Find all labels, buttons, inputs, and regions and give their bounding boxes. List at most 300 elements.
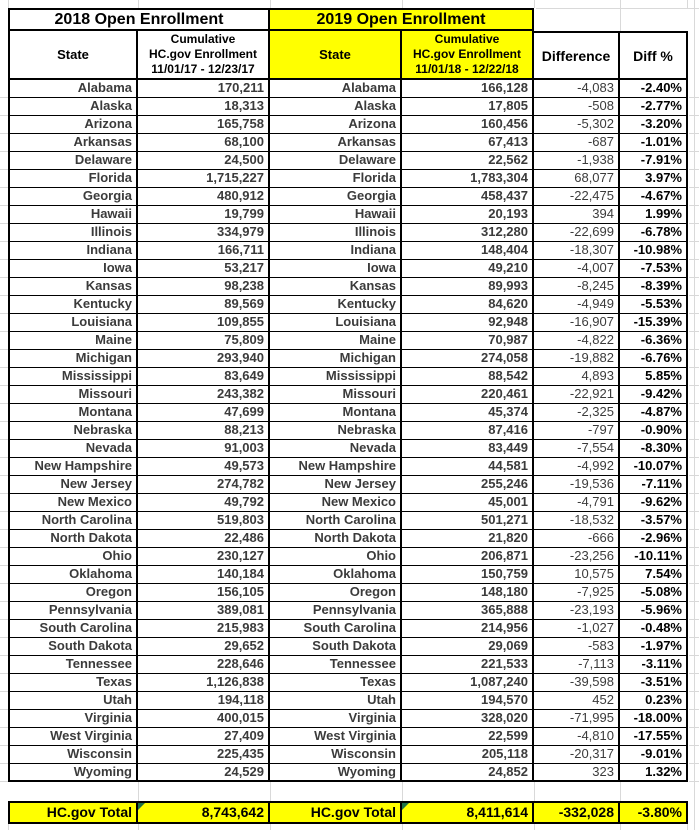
cell-difference[interactable]: -1,938 [534,152,620,170]
cell-difference[interactable]: -22,699 [534,224,620,242]
cell-state-2019[interactable]: New Hampshire [270,458,402,476]
cell-state-2018[interactable]: New Jersey [8,476,138,494]
cell-diff-pct[interactable]: -3.11% [620,656,688,674]
header-cumulative-2019-line2: HC.gov Enrollment [412,47,521,61]
table-row [8,692,688,710]
cell-enrollment-2019[interactable]: 45,001 [402,494,534,512]
cell-diff-pct[interactable]: -10.11% [620,548,688,566]
cell-difference[interactable]: -39,598 [534,674,620,692]
cell-difference[interactable]: -18,532 [534,512,620,530]
cell-state-2019[interactable]: Hawaii [270,206,402,224]
cell-diff-pct[interactable]: -15.39% [620,314,688,332]
cell-state-2019[interactable]: Virginia [270,710,402,728]
cell-state-2018[interactable]: Montana [8,404,138,422]
sheet-gridline [620,782,621,801]
cell-state-2019[interactable]: Ohio [270,548,402,566]
cell-enrollment-2018[interactable]: 228,646 [138,656,270,674]
cell-enrollment-2019[interactable]: 1,783,304 [402,170,534,188]
cell-enrollment-2019[interactable]: 312,280 [402,224,534,242]
cell-enrollment-2018[interactable]: 18,313 [138,98,270,116]
cell-state-2018[interactable]: Kansas [8,278,138,296]
cell-state-2019[interactable]: South Dakota [270,638,402,656]
cell-enrollment-2018[interactable]: 1,715,227 [138,170,270,188]
sheet-gridline [402,782,403,801]
cell-state-2019[interactable]: Florida [270,170,402,188]
cell-enrollment-2019[interactable]: 29,069 [402,638,534,656]
cell-enrollment-2019[interactable]: 1,087,240 [402,674,534,692]
cell-state-2018[interactable]: Alabama [8,80,138,98]
cell-diff-pct[interactable]: -5.53% [620,296,688,314]
cell-enrollment-2018[interactable]: 47,699 [138,404,270,422]
cell-enrollment-2018[interactable]: 230,127 [138,548,270,566]
cell-enrollment-2019[interactable]: 89,993 [402,278,534,296]
cell-diff-pct[interactable]: -9.01% [620,746,688,764]
sheet-gridline [8,0,9,8]
cell-state-2018[interactable]: Hawaii [8,206,138,224]
cell-enrollment-2019[interactable]: 87,416 [402,422,534,440]
sheet-gridline [138,782,139,801]
cell-enrollment-2018[interactable]: 400,015 [138,710,270,728]
header-state-2019-label: State [319,47,351,62]
cell-difference[interactable]: -22,921 [534,386,620,404]
cell-difference[interactable]: -4,007 [534,260,620,278]
cell-state-2018[interactable]: Wyoming [8,764,138,782]
sheet-gridline [138,0,139,8]
cell-enrollment-2018[interactable]: 165,758 [138,116,270,134]
header-row [8,31,688,80]
cell-state-2018[interactable]: Wisconsin [8,746,138,764]
cell-state-2018[interactable]: Alaska [8,98,138,116]
totals-row [8,801,688,824]
cell-state-2019[interactable]: South Carolina [270,620,402,638]
cell-state-2018[interactable]: Florida [8,170,138,188]
cell-diff-pct[interactable]: -6.76% [620,350,688,368]
cell-enrollment-2018[interactable]: 389,081 [138,602,270,620]
cell-enrollment-2019[interactable]: 148,180 [402,584,534,602]
total-label-2019[interactable]: HC.gov Total [270,801,402,824]
cell-state-2019[interactable]: Tennessee [270,656,402,674]
cell-diff-pct[interactable]: 7.54% [620,566,688,584]
title-2019-open-enrollment[interactable]: 2019 Open Enrollment [270,8,534,31]
table-row [8,602,688,620]
cell-state-2019[interactable]: Wyoming [270,764,402,782]
cell-enrollment-2019[interactable]: 84,620 [402,296,534,314]
cell-enrollment-2018[interactable]: 194,118 [138,692,270,710]
cell-diff-pct[interactable]: -7.91% [620,152,688,170]
cell-state-2019[interactable]: Alaska [270,98,402,116]
cell-state-2018[interactable]: New Hampshire [8,458,138,476]
cell-difference[interactable]: 452 [534,692,620,710]
cell-state-2018[interactable]: Kentucky [8,296,138,314]
header-cumulative-2019-line1: Cumulative [434,32,500,46]
cell-difference[interactable]: -4,822 [534,332,620,350]
cell-state-2019[interactable]: Mississippi [270,368,402,386]
cell-state-2018[interactable]: Ohio [8,548,138,566]
sheet-gridline [687,824,688,830]
cell-difference[interactable]: -20,317 [534,746,620,764]
cell-state-2019[interactable]: Nebraska [270,422,402,440]
table-row [8,584,688,602]
cell-state-2019[interactable]: North Dakota [270,530,402,548]
cell-enrollment-2019[interactable]: 220,461 [402,386,534,404]
cell-state-2019[interactable]: Wisconsin [270,746,402,764]
cell-diff-pct[interactable]: 5.85% [620,368,688,386]
cell-state-2018[interactable]: North Dakota [8,530,138,548]
cell-difference[interactable]: -4,992 [534,458,620,476]
cell-diff-pct[interactable]: -10.07% [620,458,688,476]
cell-enrollment-2018[interactable]: 98,238 [138,278,270,296]
cell-enrollment-2018[interactable]: 140,184 [138,566,270,584]
cell-diff-pct[interactable]: -8.39% [620,278,688,296]
cell-difference[interactable]: -666 [534,530,620,548]
header-state-2018[interactable] [8,31,138,80]
cell-enrollment-2019[interactable]: 92,948 [402,314,534,332]
cell-enrollment-2018[interactable]: 519,803 [138,512,270,530]
cell-state-2018[interactable]: Delaware [8,152,138,170]
cell-diff-pct[interactable]: -0.48% [620,620,688,638]
cell-state-2018[interactable]: Mississippi [8,368,138,386]
total-enrollment-2019[interactable] [402,801,534,824]
total-diff-pct[interactable]: -3.80% [620,801,688,824]
title-row [8,8,688,31]
cell-state-2019[interactable]: Arizona [270,116,402,134]
cell-enrollment-2018[interactable]: 83,649 [138,368,270,386]
cell-state-2019[interactable]: Pennsylvania [270,602,402,620]
cell-state-2018[interactable]: South Dakota [8,638,138,656]
cell-enrollment-2019[interactable]: 194,570 [402,692,534,710]
cell-enrollment-2019[interactable]: 328,020 [402,710,534,728]
cell-enrollment-2018[interactable]: 24,529 [138,764,270,782]
cell-enrollment-2019[interactable]: 24,852 [402,764,534,782]
table-row [8,620,688,638]
header-state-2019[interactable] [270,31,402,80]
cell-enrollment-2019[interactable]: 44,581 [402,458,534,476]
sheet-gridline [689,80,699,783]
cell-difference[interactable]: 323 [534,764,620,782]
cell-difference[interactable]: -23,193 [534,602,620,620]
cell-enrollment-2019[interactable]: 67,413 [402,134,534,152]
cell-diff-pct[interactable]: 0.23% [620,692,688,710]
cell-difference[interactable]: -583 [534,638,620,656]
cell-state-2019[interactable]: Kansas [270,278,402,296]
cell-state-2019[interactable]: Alabama [270,80,402,98]
cell-diff-pct[interactable]: -2.96% [620,530,688,548]
cell-enrollment-2018[interactable]: 274,782 [138,476,270,494]
header-cumulative-2018-line3: 11/01/17 - 12/23/17 [151,62,255,76]
cell-difference[interactable]: -5,302 [534,116,620,134]
cell-diff-pct[interactable]: -17.55% [620,728,688,746]
cell-enrollment-2019[interactable]: 22,562 [402,152,534,170]
cell-diff-pct[interactable]: -0.90% [620,422,688,440]
title-2018-open-enrollment[interactable]: 2018 Open Enrollment [8,8,270,31]
table-row [8,674,688,692]
cell-difference[interactable]: 68,077 [534,170,620,188]
cell-difference[interactable]: -7,925 [534,584,620,602]
cell-enrollment-2018[interactable]: 91,003 [138,440,270,458]
cell-enrollment-2018[interactable]: 109,855 [138,314,270,332]
cell-enrollment-2018[interactable]: 293,940 [138,350,270,368]
cell-difference[interactable]: -23,256 [534,548,620,566]
table-row [8,386,688,404]
cell-enrollment-2019[interactable]: 20,193 [402,206,534,224]
cell-diff-pct[interactable]: -5.08% [620,584,688,602]
cell-diff-pct[interactable]: -3.57% [620,512,688,530]
table-row [8,188,688,206]
cell-diff-pct[interactable]: 1.32% [620,764,688,782]
cell-enrollment-2018[interactable]: 170,211 [138,80,270,98]
cell-enrollment-2019[interactable]: 458,437 [402,188,534,206]
header-cumulative-2018-line1: Cumulative [170,32,236,46]
cell-state-2018[interactable]: Arizona [8,116,138,134]
cell-enrollment-2018[interactable]: 68,100 [138,134,270,152]
cell-difference[interactable]: -8,245 [534,278,620,296]
cell-state-2018[interactable]: Georgia [8,188,138,206]
total-label-2018[interactable]: HC.gov Total [8,801,138,824]
cell-state-2019[interactable]: Oregon [270,584,402,602]
cell-state-2018[interactable]: Utah [8,692,138,710]
header-difference[interactable] [534,31,620,80]
cell-state-2018[interactable]: Indiana [8,242,138,260]
cell-state-2019[interactable]: Georgia [270,188,402,206]
cell-enrollment-2018[interactable]: 334,979 [138,224,270,242]
table-row [8,314,688,332]
cell-diff-pct[interactable]: -7.11% [620,476,688,494]
cell-state-2018[interactable]: Nebraska [8,422,138,440]
cell-enrollment-2018[interactable]: 22,486 [138,530,270,548]
cell-enrollment-2019[interactable]: 255,246 [402,476,534,494]
table-row [8,242,688,260]
cell-enrollment-2019[interactable]: 365,888 [402,602,534,620]
cell-enrollment-2019[interactable]: 148,404 [402,242,534,260]
cell-enrollment-2018[interactable]: 89,569 [138,296,270,314]
cell-enrollment-2018[interactable]: 166,711 [138,242,270,260]
cell-difference[interactable]: -508 [534,98,620,116]
cell-diff-pct[interactable]: -4.87% [620,404,688,422]
cell-state-2018[interactable]: Michigan [8,350,138,368]
cell-state-2019[interactable]: Arkansas [270,134,402,152]
cell-difference[interactable]: -4,083 [534,80,620,98]
cell-diff-pct[interactable]: -2.40% [620,80,688,98]
sheet-gridline [270,782,271,801]
cell-enrollment-2019[interactable]: 150,759 [402,566,534,584]
cell-difference[interactable]: -797 [534,422,620,440]
cell-enrollment-2018[interactable]: 75,809 [138,332,270,350]
table-row [8,422,688,440]
cell-enrollment-2019[interactable]: 49,210 [402,260,534,278]
cell-difference[interactable]: -4,791 [534,494,620,512]
cell-diff-pct[interactable]: -4.67% [620,188,688,206]
cell-diff-pct[interactable]: -7.53% [620,260,688,278]
cell-state-2019[interactable]: New Jersey [270,476,402,494]
header-cumulative-2018[interactable] [138,31,270,80]
cell-diff-pct[interactable]: -3.20% [620,116,688,134]
header-diff-pct[interactable] [620,31,688,80]
sheet-gridline [402,824,403,830]
cell-state-2019[interactable]: Texas [270,674,402,692]
cell-difference[interactable]: 10,575 [534,566,620,584]
cell-enrollment-2018[interactable]: 243,382 [138,386,270,404]
cell-enrollment-2018[interactable]: 156,105 [138,584,270,602]
cell-state-2018[interactable]: Virginia [8,710,138,728]
table-row [8,710,688,728]
cell-state-2019[interactable]: West Virginia [270,728,402,746]
cell-state-2018[interactable]: Iowa [8,260,138,278]
table-body [8,80,688,782]
table-row [8,152,688,170]
cell-diff-pct[interactable]: -6.36% [620,332,688,350]
total-enrollment-2018-value: 8,743,642 [201,804,264,820]
cell-state-2018[interactable]: Oregon [8,584,138,602]
cell-difference[interactable]: -687 [534,134,620,152]
cell-state-2019[interactable]: New Mexico [270,494,402,512]
cell-difference[interactable]: 394 [534,206,620,224]
table-row [8,656,688,674]
cell-enrollment-2018[interactable]: 19,799 [138,206,270,224]
cell-state-2019[interactable]: Delaware [270,152,402,170]
cell-diff-pct[interactable]: 3.97% [620,170,688,188]
cell-enrollment-2018[interactable]: 49,792 [138,494,270,512]
cell-enrollment-2019[interactable]: 70,987 [402,332,534,350]
cell-enrollment-2019[interactable]: 17,805 [402,98,534,116]
table-row [8,458,688,476]
cell-state-2019[interactable]: Nevada [270,440,402,458]
cell-enrollment-2019[interactable]: 83,449 [402,440,534,458]
table-row [8,260,688,278]
cell-diff-pct[interactable]: -5.96% [620,602,688,620]
cell-diff-pct[interactable]: -18.00% [620,710,688,728]
cell-state-2018[interactable]: Illinois [8,224,138,242]
cell-enrollment-2018[interactable]: 88,213 [138,422,270,440]
cell-enrollment-2019[interactable]: 501,271 [402,512,534,530]
cell-enrollment-2019[interactable]: 206,871 [402,548,534,566]
cell-state-2019[interactable]: Utah [270,692,402,710]
table-row [8,116,688,134]
cell-diff-pct[interactable]: -8.30% [620,440,688,458]
cell-enrollment-2018[interactable]: 53,217 [138,260,270,278]
cell-enrollment-2019[interactable]: 274,058 [402,350,534,368]
total-difference[interactable]: -332,028 [534,801,620,824]
cell-state-2019[interactable]: Indiana [270,242,402,260]
cell-enrollment-2018[interactable]: 24,500 [138,152,270,170]
cell-difference[interactable]: -7,113 [534,656,620,674]
table-row [8,206,688,224]
cell-state-2019[interactable]: Illinois [270,224,402,242]
cell-state-2018[interactable]: Oklahoma [8,566,138,584]
cell-difference[interactable]: -19,536 [534,476,620,494]
cell-enrollment-2018[interactable]: 480,912 [138,188,270,206]
cell-difference[interactable]: -7,554 [534,440,620,458]
cell-state-2019[interactable]: Michigan [270,350,402,368]
cell-diff-pct[interactable]: 1.99% [620,206,688,224]
sheet-gridline [534,824,535,830]
cell-enrollment-2019[interactable]: 214,956 [402,620,534,638]
cell-enrollment-2019[interactable]: 221,533 [402,656,534,674]
table-row [8,350,688,368]
cell-difference[interactable]: -19,882 [534,350,620,368]
cell-state-2019[interactable]: Kentucky [270,296,402,314]
cell-diff-pct[interactable]: -6.78% [620,224,688,242]
cell-state-2018[interactable]: Maine [8,332,138,350]
sheet-gridline [138,824,139,830]
cell-state-2019[interactable]: Oklahoma [270,566,402,584]
table-row [8,134,688,152]
cell-state-2018[interactable]: West Virginia [8,728,138,746]
cell-state-2019[interactable]: Iowa [270,260,402,278]
cell-diff-pct[interactable]: -10.98% [620,242,688,260]
cell-state-2018[interactable]: New Mexico [8,494,138,512]
cell-diff-pct[interactable]: -9.62% [620,494,688,512]
cell-diff-pct[interactable]: -9.42% [620,386,688,404]
table-row [8,296,688,314]
cell-state-2019[interactable]: North Carolina [270,512,402,530]
cell-diff-pct[interactable]: -1.97% [620,638,688,656]
table-row [8,638,688,656]
cell-enrollment-2018[interactable]: 29,652 [138,638,270,656]
cell-state-2019[interactable]: Louisiana [270,314,402,332]
cell-diff-pct[interactable]: -2.77% [620,98,688,116]
cell-state-2019[interactable]: Missouri [270,386,402,404]
cell-enrollment-2019[interactable]: 205,118 [402,746,534,764]
cell-enrollment-2018[interactable]: 49,573 [138,458,270,476]
cell-state-2018[interactable]: South Carolina [8,620,138,638]
cell-enrollment-2018[interactable]: 215,983 [138,620,270,638]
cell-enrollment-2018[interactable]: 225,435 [138,746,270,764]
cell-difference[interactable]: -4,810 [534,728,620,746]
cell-enrollment-2019[interactable]: 22,599 [402,728,534,746]
cell-enrollment-2018[interactable]: 1,126,838 [138,674,270,692]
cell-difference[interactable]: 4,893 [534,368,620,386]
table-row [8,224,688,242]
cell-state-2019[interactable]: Maine [270,332,402,350]
cell-diff-pct[interactable]: -3.51% [620,674,688,692]
cell-state-2018[interactable]: Arkansas [8,134,138,152]
cell-difference[interactable]: -4,949 [534,296,620,314]
cell-difference[interactable]: -2,325 [534,404,620,422]
cell-enrollment-2018[interactable]: 27,409 [138,728,270,746]
header-cumulative-2019-line3: 11/01/18 - 12/22/18 [415,62,519,76]
cell-state-2018[interactable]: Louisiana [8,314,138,332]
total-enrollment-2018[interactable] [138,801,270,824]
table-row [8,440,688,458]
cell-state-2018[interactable]: Pennsylvania [8,602,138,620]
cell-enrollment-2019[interactable]: 45,374 [402,404,534,422]
table-row [8,170,688,188]
cell-difference[interactable]: -18,307 [534,242,620,260]
sheet-gridline [402,0,403,8]
cell-diff-pct[interactable]: -1.01% [620,134,688,152]
cell-state-2019[interactable]: Montana [270,404,402,422]
sheet-gridline [620,0,621,8]
cell-enrollment-2019[interactable]: 160,456 [402,116,534,134]
cell-difference[interactable]: -16,907 [534,314,620,332]
total-enrollment-2019-value: 8,411,614 [466,804,528,820]
header-cumulative-2019[interactable] [402,31,534,80]
empty-title-area [534,8,688,31]
table-row [8,548,688,566]
cell-state-2018[interactable]: Texas [8,674,138,692]
cell-enrollment-2019[interactable]: 166,128 [402,80,534,98]
cell-difference[interactable]: -71,995 [534,710,620,728]
cell-state-2018[interactable]: Missouri [8,386,138,404]
cell-difference[interactable]: -22,475 [534,188,620,206]
cell-difference[interactable]: -1,027 [534,620,620,638]
cell-state-2018[interactable]: North Carolina [8,512,138,530]
cell-enrollment-2019[interactable]: 88,542 [402,368,534,386]
cell-state-2018[interactable]: Tennessee [8,656,138,674]
spacer-row [8,782,688,801]
cell-enrollment-2019[interactable]: 21,820 [402,530,534,548]
cell-state-2018[interactable]: Nevada [8,440,138,458]
